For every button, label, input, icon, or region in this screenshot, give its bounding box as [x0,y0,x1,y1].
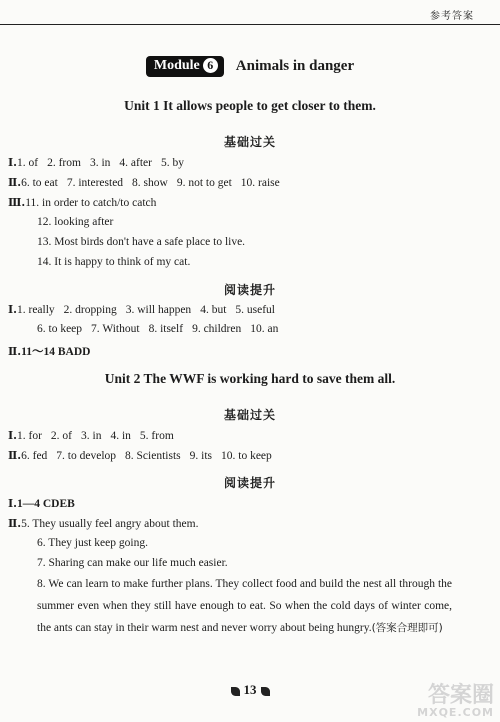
u2-q6: 6. They just keep going. [37,537,148,549]
answer-item: 8. We can learn to make further plans. They collect food and build the nest all through the summer even when they still have enough to eat. So when the cold days of winter come, the ants can stay in their warm nest and never worry about being hungry. [37,578,452,634]
answer-item: 4. but [200,304,227,316]
leaf-icon [261,687,270,696]
watermark-line2: MXQE.COM [417,706,494,719]
answer-item: 7. interested [66,177,124,189]
answer-item: 3. in [89,157,111,169]
roman-numeral: Ⅰ. [8,429,17,442]
u1-basic-row-1 [8,156,193,169]
answer-item: 8. Scientists [125,450,181,462]
answer-item: 1. of [16,157,39,169]
module-heading [0,56,500,77]
leaf-icon [231,687,240,696]
answer-item: 1. really [16,304,55,316]
module-number: 6 [203,58,218,73]
roman-numeral: Ⅱ. [8,517,22,530]
answer-item: 3. in [81,430,102,442]
unit1-title: Unit 1 It allows people to get closer to them. [124,98,376,113]
answer-item: 1. for [16,430,42,442]
unit1-reading-title: 阅读提升 [223,283,276,297]
answer-item: 9. not to get [176,177,232,189]
answer-item: 9. children [192,323,242,335]
answer-note: (答案合理即可) [371,622,443,634]
u2-basic-row-1 [8,429,183,442]
u2-q7: 7. Sharing can make our life much easier. [37,557,228,569]
answer-item: 6. to eat [21,177,58,189]
answer-item: 11～14 BADD [21,346,91,358]
roman-numeral: Ⅰ. [8,497,17,510]
u2-q8 [37,573,452,639]
roman-numeral: Ⅰ. [8,303,17,316]
answer-item: 3. will happen [125,304,192,316]
answer-item: 8. show [132,177,168,189]
answer-item: 9. its [189,450,212,462]
answer-item: 6. fed [21,450,48,462]
answer-item: 2. dropping [63,304,117,316]
watermark-line1: 答案圈 [427,683,494,708]
roman-numeral: Ⅲ. [8,196,26,209]
u2-reading-row-2 [8,517,198,530]
module-badge [146,56,224,77]
watermark [417,685,494,718]
answer-item: 10. raise [240,177,280,189]
u1-basic-row-2 [8,176,289,189]
u1-reading-row-2 [8,343,90,359]
unit1-basic-title: 基础过关 [223,135,276,149]
unit2-title: Unit 2 The WWF is working hard to save them all. [104,371,396,386]
roman-numeral: Ⅱ. [8,345,22,358]
header-rule [0,24,500,25]
unit2-basic-title: 基础过关 [223,408,276,422]
module-badge-label: Module [153,58,200,73]
answer-item: 1—4 CDEB [16,498,75,510]
roman-numeral: Ⅰ. [8,156,17,169]
unit2-reading-title: 阅读提升 [223,476,276,490]
answer-item: 5. useful [235,304,275,316]
answer-item: 6. to keep [37,323,83,335]
answer-item: 7. Without [91,323,140,335]
roman-numeral: Ⅱ. [8,449,22,462]
module-title: Animals in danger [235,58,355,74]
header-title: 参考答案 [430,11,474,22]
answer-item: 2. from [47,157,81,169]
u1-q12: 12. looking after [37,216,114,228]
u1-q14: 14. It is happy to think of my cat. [37,256,191,268]
answer-item: 4. in [110,430,131,442]
answer-item: 2. of [50,430,72,442]
u1-reading-row-1 [8,303,284,316]
u2-basic-row-2 [8,449,281,462]
roman-numeral: Ⅱ. [8,176,22,189]
answer-item: 4. after [119,157,152,169]
u1-q13: 13. Most birds don't have a safe place to live. [37,236,246,248]
answer-item: 5. from [139,430,174,442]
answer-item: 5. by [160,157,184,169]
answer-item: 11. in order to catch/to catch [25,197,157,209]
answer-item: 7. to develop [56,450,117,462]
u2-reading-row-1 [8,497,75,510]
u1-basic-row-3 [8,196,156,209]
answer-item: 10. an [250,323,279,335]
answer-item: 10. to keep [221,450,272,462]
answer-item: 8. itself [148,323,184,335]
u1-reading-row-1b [37,323,287,335]
page-number: 13 [243,682,257,697]
answer-item: 5. They usually feel angry about them. [21,518,199,530]
